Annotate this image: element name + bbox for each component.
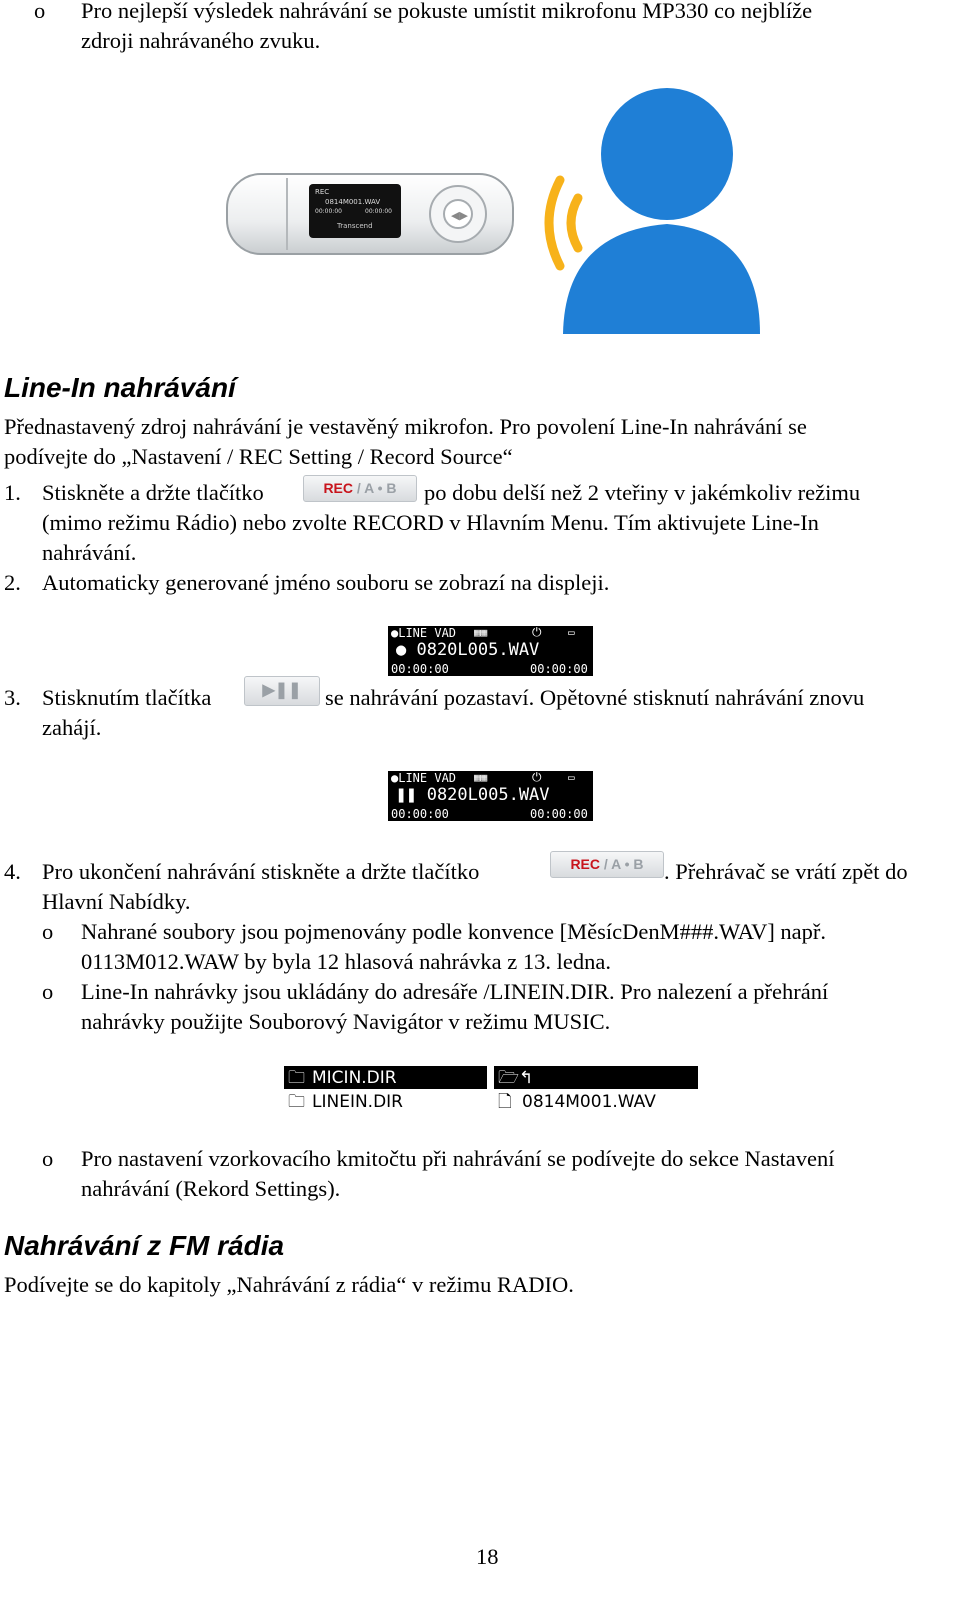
lcd-recording-screen [388, 626, 593, 676]
bullet-marker: o [34, 0, 46, 23]
bullet-text-line: 0113M012.WAW by byla 12 hlasová nahrávka z 13. ledna. [81, 949, 611, 974]
paragraph-line: podívejte do „Nastavení / REC Setting / Record Source“ [4, 444, 513, 469]
bullet-text-line: zdroji nahrávaného zvuku. [81, 28, 321, 53]
lcd-time-remaining: 00:00:00 [530, 807, 588, 821]
file-navigator-right [494, 1066, 698, 1114]
play-pause-button: ▶❚❚ [244, 676, 320, 706]
rec-ab-button [303, 475, 417, 502]
ab-label: / A • B [603, 856, 644, 872]
lcd-time-elapsed: 00:00:00 [391, 807, 449, 821]
bullet-marker: o [42, 979, 54, 1004]
step-number: 4. [4, 859, 21, 884]
bullet-text-line: Pro nastavení vzorkovacího kmitočtu při nahrávání se podívejte do sekce Nastavení [81, 1146, 835, 1171]
bullet-text-line: nahrávky použijte Souborový Navigátor v režimu MUSIC. [81, 1009, 611, 1034]
page-number: 18 [476, 1544, 499, 1569]
lcd-time-elapsed: 00:00:00 [391, 662, 449, 676]
step-number: 1. [4, 480, 21, 505]
step-text: . Přehrávač se vrátí zpět do [664, 859, 908, 884]
power-icon: ⏻ [532, 770, 542, 784]
svg-text:◀▶: ◀▶ [451, 209, 468, 222]
rec-ab-button [550, 851, 664, 878]
bullet-marker: o [42, 1146, 54, 1171]
mp3-player-illustration [225, 168, 517, 260]
bullet-marker: o [42, 919, 54, 944]
nav-item: 0814M001.WAV [522, 1092, 656, 1112]
lcd-filename: ● 0820L005.WAV [396, 640, 540, 660]
folder-icon: 🗀 [288, 1068, 305, 1088]
ab-label: / A • B [356, 480, 397, 496]
step-text: (mimo režimu Rádio) nebo zvolte RECORD v Hlavním Menu. Tím aktivujete Line-In [42, 510, 819, 535]
device-screen-row: 0814M001.WAV [325, 198, 381, 206]
section-heading-fm: Nahrávání z FM rádia [4, 1230, 285, 1261]
signal-icon: ▦▦ [474, 771, 488, 784]
step-text: Automaticky generované jméno souboru se zobrazí na displeji. [42, 570, 610, 595]
rec-label: REC [570, 856, 600, 872]
folder-back-icon: 🗁↰ [498, 1068, 534, 1088]
step-text: Stiskněte a držte tlačítko [42, 480, 264, 505]
step-text: nahrávání. [42, 540, 137, 565]
section-heading-line-in: Line-In nahrávání [4, 372, 236, 403]
battery-icon: ▭ [568, 626, 575, 639]
step-text: zahájí. [42, 715, 102, 740]
file-navigator-left [284, 1066, 487, 1114]
bullet-text-line: Pro nejlepší výsledek nahrávání se pokuste umístit mikrofonu MP330 co nejblíže [81, 0, 813, 23]
file-icon: 🗋 [498, 1092, 512, 1112]
rec-label: REC [323, 480, 353, 496]
bullet-text-line: nahrávání (Rekord Settings). [81, 1176, 341, 1201]
power-icon: ⏻ [532, 625, 542, 639]
brand-logo: Transcend [337, 222, 373, 230]
bullet-text-line: Nahrané soubory jsou pojmenovány podle konvence [MěsícDenM###.WAV] např. [81, 919, 827, 944]
step-number: 2. [4, 570, 21, 595]
person-silhouette-icon [555, 82, 765, 334]
step-text: Stisknutím tlačítka [42, 685, 212, 710]
nav-item-selected: MICIN.DIR [312, 1068, 397, 1088]
step-text: Pro ukončení nahrávání stiskněte a držte tlačítko [42, 859, 480, 884]
battery-icon: ▭ [568, 771, 575, 784]
device-screen-row: 00:00:00 [365, 208, 392, 215]
lcd-status: ●LINE VAD [391, 626, 457, 640]
step-number: 3. [4, 685, 21, 710]
device-screen-row: 00:00:00 [315, 208, 342, 215]
lcd-status: ●LINE VAD [391, 771, 457, 785]
device-screen-row: REC [315, 188, 330, 196]
step-text: Hlavní Nabídky. [42, 889, 191, 914]
lcd-paused-screen [388, 771, 593, 821]
folder-icon: 🗀 [288, 1092, 305, 1112]
lcd-time-remaining: 00:00:00 [530, 662, 588, 676]
step-text: se nahrávání pozastaví. Opětovné stisknutí nahrávání znovu [325, 685, 865, 710]
signal-icon: ▦▦ [474, 626, 488, 639]
paragraph-line: Přednastavený zdroj nahrávání je vestavěný mikrofon. Pro povolení Line-In nahrávání se [4, 414, 807, 439]
bullet-text-line: Line-In nahrávky jsou ukládány do adresáře /LINEIN.DIR. Pro nalezení a přehrání [81, 979, 829, 1004]
paragraph-line: Podívejte se do kapitoly „Nahrávání z rádia“ v režimu RADIO. [4, 1272, 574, 1297]
nav-item: LINEIN.DIR [312, 1092, 403, 1112]
step-text: po dobu delší než 2 vteřiny v jakémkoliv režimu [424, 480, 861, 505]
lcd-filename: ❚❚ 0820L005.WAV [396, 785, 550, 805]
